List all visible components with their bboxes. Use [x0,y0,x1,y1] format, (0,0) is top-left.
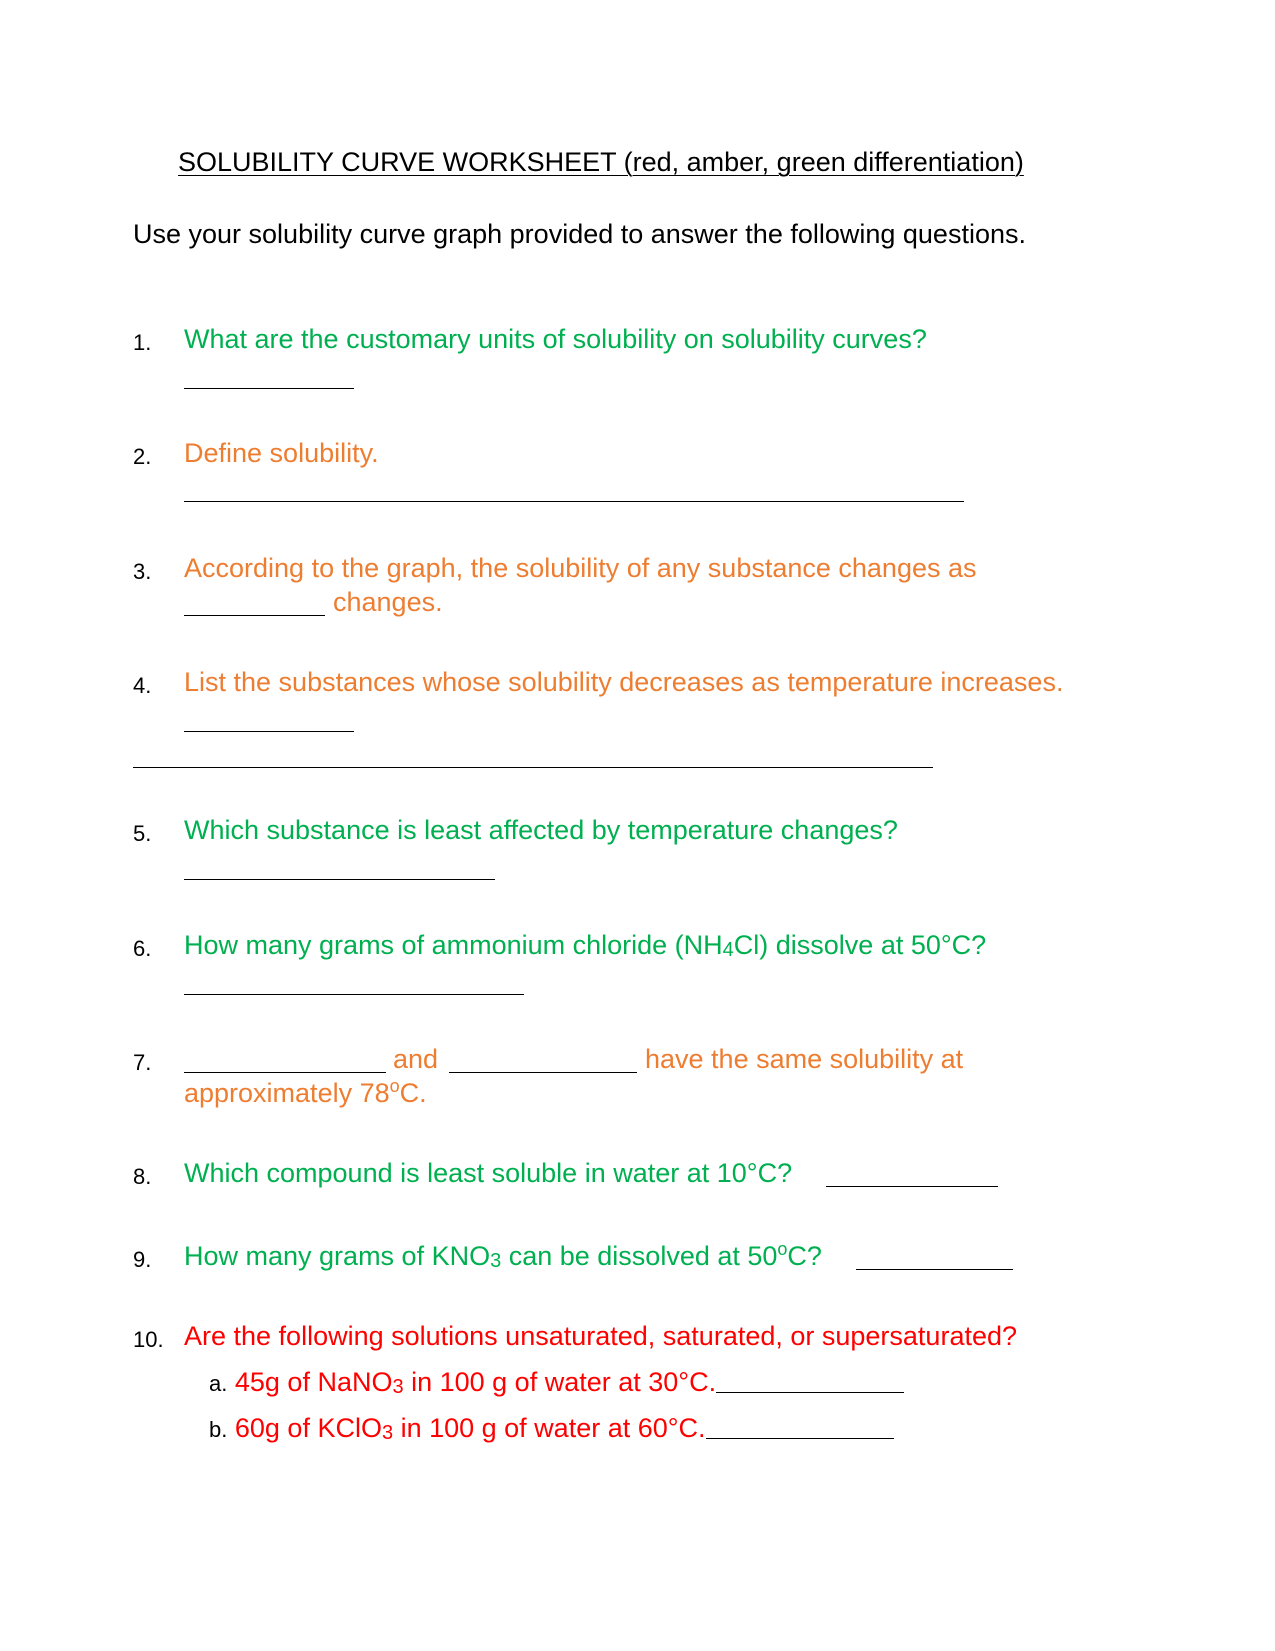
question-10-option-a [209,1367,904,1398]
question-6-text [184,930,986,961]
question-6-text-after: Cl) dissolve at 50°C? [733,930,987,960]
question-9-number: 9. [133,1247,152,1272]
question-1-answer-blank[interactable] [184,388,354,389]
question-2-answer-blank[interactable] [184,501,964,502]
option-b-text-after: in 100 g of water at 60°C. [393,1413,706,1443]
option-a-text-after: in 100 g of water at 30°C. [403,1367,717,1397]
question-9-superscript: o [777,1239,788,1259]
question-2-number: 2. [133,444,152,469]
option-b-text-before: 60g of KClO [234,1413,382,1443]
option-a-text-before: 45g of NaNO [234,1367,393,1397]
question-6-answer-blank[interactable] [184,994,524,995]
option-b-subscript: 3 [381,1422,394,1444]
question-9-subscript: 3 [490,1250,502,1272]
question-8-answer-blank[interactable] [826,1186,998,1187]
question-7-text-end: have the same solubility at [645,1044,964,1074]
question-3-text: According to the graph, the solubility of any substance changes as [184,553,977,583]
question-1-number: 1. [133,330,152,355]
question-4-text: List the substances whose solubility decreases as temperature increases. [184,667,1064,697]
worksheet-title: SOLUBILITY CURVE WORKSHEET (red, amber, green differentiation) [178,147,1024,177]
question-7-superscript: o [389,1076,400,1096]
question-9-answer-blank[interactable] [856,1269,1013,1270]
question-8-number: 8. [133,1164,152,1189]
question-5-number: 5. [133,821,152,846]
question-7-number: 7. [133,1050,152,1075]
question-9-text-after: C? [787,1241,822,1271]
question-3-text-continued: changes. [333,587,443,617]
option-a-answer-blank[interactable] [716,1391,904,1393]
option-b-answer-blank[interactable] [706,1437,894,1439]
question-9-text [184,1241,822,1272]
question-4-answer-blank-2[interactable] [133,767,933,768]
worksheet-instructions: Use your solubility curve graph provided to answer the following questions. [133,219,1026,249]
question-7-text-and: and [393,1044,439,1074]
question-9-text-mid: can be dissolved at 50 [501,1241,778,1271]
question-5-text: Which substance is least affected by temperature changes? [184,815,898,845]
question-7-text-line2-before: approximately 78 [184,1078,390,1108]
option-b-label: b. [209,1417,228,1442]
question-5-answer-blank[interactable] [184,879,495,880]
question-3-answer-blank[interactable] [184,615,325,616]
question-6-number: 6. [133,936,152,961]
question-7-answer-blank-2[interactable] [449,1072,637,1073]
question-10-text: Are the following solutions unsaturated, saturated, or supersaturated? [184,1321,1018,1351]
question-6-subscript: 4 [722,939,734,961]
question-7-answer-blank-1[interactable] [184,1072,386,1073]
question-7-text-line2-after: C. [399,1078,427,1108]
question-1-text: What are the customary units of solubility on solubility curves? [184,324,927,354]
question-9-text-before: How many grams of KNO [184,1241,491,1271]
question-10-number: 10. [133,1327,164,1352]
question-2-text: Define solubility. [184,438,379,468]
question-10-option-b [209,1413,894,1444]
question-4-answer-blank-1[interactable] [184,731,354,732]
question-4-number: 4. [133,673,152,698]
option-a-subscript: 3 [392,1376,404,1398]
question-3-number: 3. [133,559,152,584]
question-7-text-continued [184,1078,427,1109]
question-6-text-before: How many grams of ammonium chloride (NH [184,930,723,960]
option-a-label: a. [209,1371,228,1396]
question-8-text: Which compound is least soluble in water at 10°C? [184,1158,793,1188]
